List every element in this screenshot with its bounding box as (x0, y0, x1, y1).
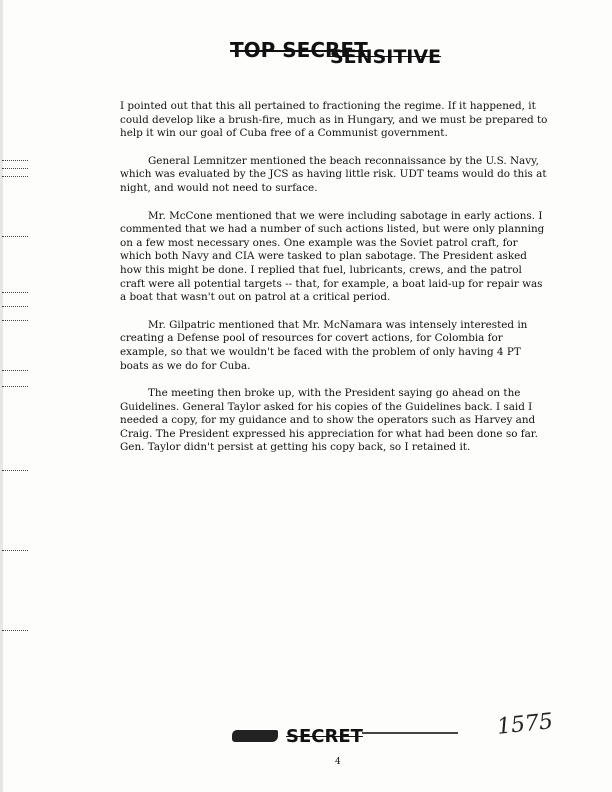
margin-mark (2, 176, 28, 180)
margin-mark (2, 168, 28, 172)
margin-mark (2, 292, 28, 296)
scan-edge (0, 0, 3, 792)
margin-mark (2, 370, 28, 374)
memo-body (120, 100, 550, 469)
classification-secret: SECRET (286, 726, 363, 747)
paragraph: General Lemnitzer mentioned the beach reconnaissance by the U.S. Navy, which was evaluated by the JCS as having little risk. UDT teams would do this at night, and would not need to surface. (120, 154, 547, 194)
classification-sensitive: SENSITIVE (330, 46, 442, 68)
redaction-blot (232, 730, 278, 742)
page-number: 4 (335, 757, 341, 767)
handwritten-number: 1575 (495, 709, 555, 740)
classification-top-secret: TOP SECRET (230, 38, 368, 62)
margin-mark (2, 306, 28, 310)
paragraph: The meeting then broke up, with the President saying go ahead on the Guidelines. General Taylor asked for his copies of the Guidelines back. I said I needed a copy, for my guidance and to show the operators such as Harvey and Craig. The President expressed his appreciation for what had been done so far. Gen. Taylor didn't persist at getting his copy back, so I retained it. (120, 387, 538, 454)
paragraph: Mr. Gilpatric mentioned that Mr. McNamara was intensely interested in creating a Defense pool of resources for covert actions, for Colombia for example, so that we wouldn't be faced with the problem of only having 4 PT boats as we do for Cuba. (120, 318, 528, 372)
paragraph: I pointed out that this all pertained to fractioning the regime. If it happened, it could develop like a brush-fire, much as in Hungary, and we must be prepared to help it win our goal of Cuba free of a Communist government. (120, 100, 548, 140)
margin-mark (2, 470, 28, 474)
classification-header (222, 38, 442, 74)
margin-mark (2, 236, 28, 240)
margin-mark (2, 386, 28, 390)
margin-mark (2, 550, 28, 554)
margin-mark (2, 630, 28, 634)
classification-footer (232, 728, 462, 758)
margin-mark (2, 160, 28, 164)
struck-sensitive-mark (362, 732, 458, 737)
paragraph: Mr. McCone mentioned that we were including sabotage in early actions. I commented that we had a number of such actions listed, but were only planning on a few most necessary ones. One example was the Soviet patrol craft, for which both Navy and CIA were tasked to plan sabotage. The President asked how this might be done. I replied that fuel, lubricants, crews, and the patrol craft were all potential targets -- that, for example, a boat laid-up for repair was a boat that wasn't out on patrol at a critical period. (120, 209, 545, 304)
margin-mark (2, 320, 28, 324)
